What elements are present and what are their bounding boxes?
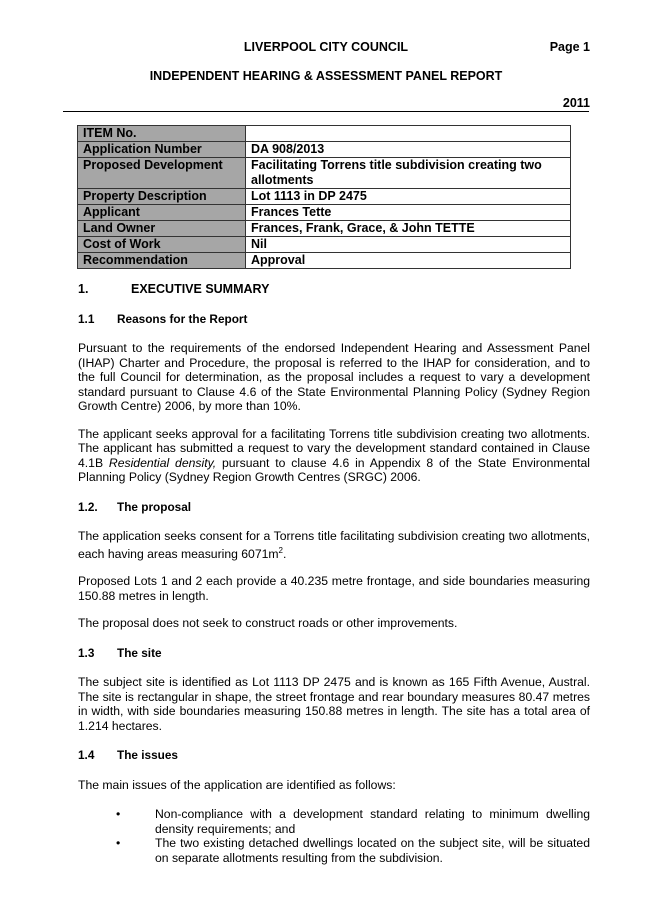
text-run: pursuant to clause 4.6 in Appendix 8 of the State Environmental Planning Policy (Sydney Region Growth Centres (SRGC) 2006. (78, 455, 590, 484)
superscript: 2 (278, 545, 283, 555)
table-value-cell: Frances, Frank, Grace, & John TETTE (246, 221, 571, 237)
text-run: . (283, 546, 287, 561)
subsection-heading-issues (78, 748, 590, 763)
section-heading-executive-summary (78, 282, 590, 297)
subsection-title: The site (117, 645, 162, 660)
text-run: The application seeks consent for a Torrens title facilitating subdivision creating two allotments, each having areas measuring 6071m (78, 529, 590, 561)
table-value-cell: Frances Tette (246, 205, 571, 221)
table-label-cell: Land Owner (78, 221, 246, 237)
subsection-number: 1.2. (78, 499, 98, 514)
subsection-title: Reasons for the Report (117, 311, 248, 326)
paragraph-proposal-3: The proposal does not seek to construct roads or other improvements. (78, 616, 458, 631)
table-value-cell: Nil (246, 237, 571, 253)
list-item-text: The two existing detached dwellings located on the subject site, will be situated on separate allotments resulting from the subdivision. (155, 836, 590, 865)
table-row (78, 205, 571, 221)
table-value-cell: Approval (246, 253, 571, 269)
header-divider (63, 111, 589, 112)
report-title: INDEPENDENT HEARING & ASSESSMENT PANEL REPORT (149, 69, 503, 83)
paragraph-proposal-1 (78, 529, 590, 561)
table-value-cell: Lot 1113 in DP 2475 (246, 189, 571, 205)
section-title: EXECUTIVE SUMMARY (131, 282, 270, 296)
table-label-cell: Proposed Development (78, 158, 246, 189)
table-label-cell: Applicant (78, 205, 246, 221)
table-value-cell: Facilitating Torrens title subdivision creating two allotments (246, 158, 571, 189)
bullet-icon: • (116, 836, 121, 851)
page-number: Page 1 (549, 40, 590, 54)
table-value-cell (246, 126, 571, 142)
subsection-number: 1.4 (78, 748, 95, 763)
subsection-title: The proposal (117, 499, 192, 514)
table-row (78, 253, 571, 269)
application-info-table (77, 125, 571, 269)
section-number: 1. (78, 282, 89, 296)
paragraph-reasons-1: Pursuant to the requirements of the endorsed Independent Hearing and Assessment Panel (IHAP) Charter and Procedure, the proposal is referred to the IHAP for consideration, and to the full Council for determination, as the proposal includes a request to vary a development standard pursuant to Clause 4.6 of the State Environmental Planning Policy (Sydney Region Growth Centre) 2006, by more than 10%. (78, 341, 590, 413)
table-value-cell: DA 908/2013 (246, 142, 571, 158)
table-label-cell: Property Description (78, 189, 246, 205)
table-row (78, 237, 571, 253)
table-label-cell: Recommendation (78, 253, 246, 269)
paragraph-site-1: The subject site is identified as Lot 1113 DP 2475 and is known as 165 Fifth Avenue, Austral. The site is rectangular in shape, the street frontage and rear boundary measures 80.47 metres in width, with side boundaries measuring 150.88 metres in length. The site has a total area of 1.214 hectares. (78, 675, 590, 733)
paragraph-reasons-2 (78, 427, 590, 485)
table-row (78, 142, 571, 158)
list-item (78, 836, 590, 865)
subsection-heading-site (78, 646, 590, 661)
report-content (78, 282, 590, 865)
text-run: The applicant seeks approval for a facilitating Torrens title subdivision creating two allotments. The applicant has submitted a request to vary the development standard contained in Clause 4.1B (78, 426, 590, 470)
paragraph-proposal-2: Proposed Lots 1 and 2 each provide a 40.235 metre frontage, and side boundaries measuring 150.88 metres in length. (78, 574, 590, 603)
table-label-cell: ITEM No. (78, 126, 246, 142)
report-year: 2011 (562, 96, 590, 110)
table-row (78, 158, 571, 189)
subsection-number: 1.3 (78, 645, 95, 660)
subsection-number: 1.1 (78, 311, 95, 326)
subsection-title: The issues (117, 748, 178, 763)
emphasis-residential-density: Residential density, (108, 455, 217, 470)
list-item (78, 807, 590, 836)
table-row (78, 189, 571, 205)
issues-list (78, 807, 590, 865)
council-name: LIVERPOOL CITY COUNCIL (243, 40, 409, 54)
table-row (78, 221, 571, 237)
subsection-heading-proposal (78, 500, 590, 515)
paragraph-issues-1: The main issues of the application are identified as follows: (78, 777, 396, 792)
bullet-icon: • (116, 807, 121, 822)
subsection-heading-reasons (78, 312, 590, 327)
list-item-text: Non-compliance with a development standard relating to minimum dwelling density requirements; and (155, 807, 590, 836)
table-label-cell: Cost of Work (78, 237, 246, 253)
table-label-cell: Application Number (78, 142, 246, 158)
table-row (78, 126, 571, 142)
